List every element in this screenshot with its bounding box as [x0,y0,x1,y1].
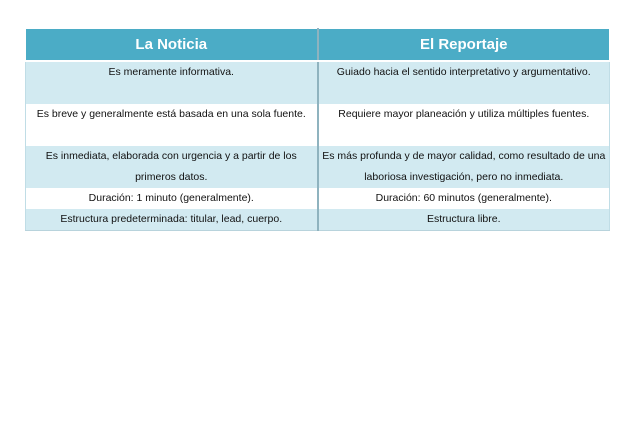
table-header-row [26,29,610,62]
table-row [26,188,610,209]
table-row [26,209,610,231]
reportaje-cell: Requiere mayor planeación y utiliza múltiples fuentes. [318,104,610,146]
table-row [26,146,610,188]
noticia-cell: Es breve y generalmente está basada en una sola fuente. [26,104,318,146]
noticia-cell: Es inmediata, elaborada con urgencia y a partir de los primeros datos. [26,146,318,188]
comparison-table [25,28,610,231]
noticia-cell: Duración: 1 minuto (generalmente). [26,188,318,209]
reportaje-cell: Es más profunda y de mayor calidad, como resultado de una laboriosa investigación, pero no inmediata. [318,146,610,188]
header-el-reportaje: El Reportaje [318,29,610,62]
reportaje-cell: Guiado hacia el sentido interpretativo y argumentativo. [318,61,610,104]
table-row [26,104,610,146]
noticia-cell: Es meramente informativa. [26,61,318,104]
header-la-noticia: La Noticia [26,29,318,62]
noticia-cell: Estructura predeterminada: titular, lead, cuerpo. [26,209,318,231]
reportaje-cell: Estructura libre. [318,209,610,231]
table-row [26,61,610,104]
reportaje-cell: Duración: 60 minutos (generalmente). [318,188,610,209]
